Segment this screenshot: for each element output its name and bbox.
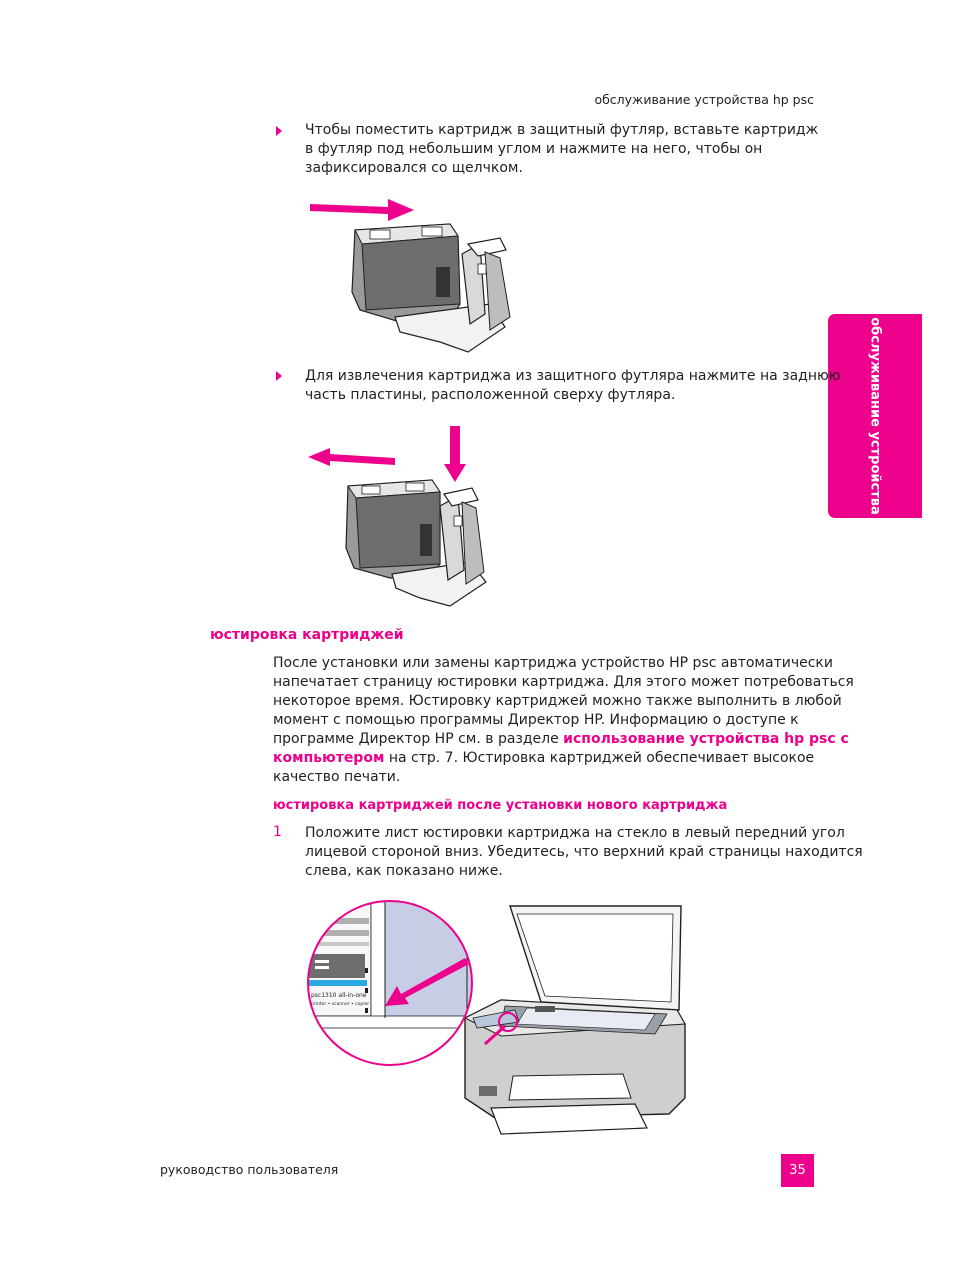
text-line [273,730,854,749]
chapter-side-tab-label: обслуживание устройства [867,317,883,515]
cartridge-remove-illustration [300,424,510,614]
bullet-paragraph-2 [305,367,841,405]
cartridge-insert-illustration [300,192,530,362]
text-fragment: на стр. 7. Юстировка картриджей обеспечивает высокое [384,750,815,766]
text-line: момент с помощью программы Директор HP. Информацию о доступе к [273,712,799,728]
footer-text: руководство пользователя [160,1162,339,1177]
section-title: юстировка картриджей [210,627,404,643]
device-sublabel: printer • scanner • copier [311,1002,370,1007]
text-line: Положите лист юстировки картриджа на стекло в левый передний угол [305,825,845,841]
text-line: напечатает страницу юстировки картриджа. Для этого может потребоваться [273,674,854,690]
text-fragment: программе Директор HP см. в разделе [273,731,564,747]
chapter-side-tab[interactable] [828,314,922,518]
text-line: лицевой стороной вниз. Убедитесь, что верхний край страницы находится [305,844,863,860]
printer-alignment-illustration [305,898,695,1143]
subsection-title: юстировка картриджей после установки нового картриджа [273,798,728,813]
remove-arrow-icon [308,448,395,466]
bullet-arrow-icon [276,371,282,381]
text-line: в футляр под небольшим углом и нажмите на него, чтобы он [305,141,763,157]
press-down-arrow-icon [444,426,466,482]
text-line: слева, как показано ниже. [305,863,503,879]
text-line [273,749,854,768]
text-line: зафиксировался со щелчком. [305,160,523,176]
running-header: обслуживание устройства hp psc [594,92,814,107]
text-line: После установки или замены картриджа устройство HP psc автоматически [273,655,833,671]
step-number: 1 [273,824,282,840]
device-label: psc1310 all-in-one [311,992,367,999]
text-line: Чтобы поместить картридж в защитный футляр, вставьте картридж [305,122,819,138]
page-number: 35 [781,1154,814,1187]
cross-reference-link[interactable]: использование устройства hp psc с [563,731,849,747]
bullet-arrow-icon [276,126,282,136]
text-line: Для извлечения картриджа из защитного футляра нажмите на заднюю [305,368,841,384]
insert-arrow-icon [310,199,414,221]
bullet-paragraph-1 [305,121,818,178]
section-paragraph [273,654,854,787]
cross-reference-link-continued[interactable]: компьютером [273,750,385,766]
text-line: часть пластины, расположенной сверху футляра. [305,387,676,403]
text-line: некоторое время. Юстировку картриджей можно также выполнить в любой [273,693,842,709]
text-line: качество печати. [273,769,401,785]
step-paragraph [305,824,863,881]
